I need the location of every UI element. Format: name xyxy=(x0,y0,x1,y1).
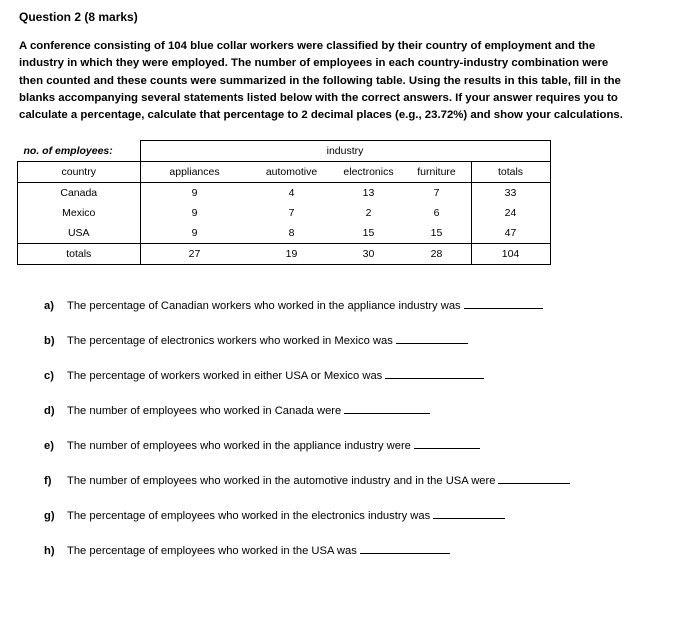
question-item xyxy=(44,333,468,347)
intro-line: A conference consisting of 104 blue collar workers were classified by their country of employment and the xyxy=(19,40,596,52)
intro-line: then counted and these counts were summarized in the following table. Using the results in this table, fill in the xyxy=(19,74,621,87)
table-cell: 2 xyxy=(365,207,372,219)
table-cell: 7 xyxy=(288,207,295,219)
question-item xyxy=(44,543,450,557)
intro-line: industry in which they were employed. The number of employees in each country-industry combination were xyxy=(19,57,609,70)
table-cell: 6 xyxy=(433,207,440,219)
table-cell: 27 xyxy=(140,244,249,265)
table-cell: 8 xyxy=(288,227,295,239)
table-totals-row xyxy=(18,244,551,265)
table-cell: 15 xyxy=(362,227,375,239)
table-cell: 7 xyxy=(433,187,440,199)
table-row xyxy=(18,183,551,204)
answer-blank[interactable] xyxy=(464,298,543,309)
question-label: b) xyxy=(44,335,55,347)
table-cell: 9 xyxy=(191,207,198,219)
table-cell: 4 xyxy=(288,187,295,199)
question-text: The percentage of employees who worked in the electronics industry was xyxy=(67,510,431,522)
question-text: The percentage of employees who worked in the USA was xyxy=(67,545,357,557)
table-cell: 30 xyxy=(335,244,403,265)
table-row xyxy=(18,203,551,223)
column-header-electronics: electronics xyxy=(335,162,403,183)
table-cell: 47 xyxy=(471,223,550,244)
row-label: totals xyxy=(18,244,141,265)
table-cell: 15 xyxy=(430,227,443,239)
column-header-automotive: automotive xyxy=(249,162,335,183)
question-text: The percentage of workers worked in either USA or Mexico was xyxy=(67,370,383,382)
table-cell: 24 xyxy=(471,203,550,223)
question-label: c) xyxy=(44,370,54,382)
question-label: e) xyxy=(44,440,54,452)
intro-line: blanks accompanying several statements listed below with the correct answers. If your answer requires you to xyxy=(19,91,618,104)
employee-table xyxy=(17,140,551,265)
table-caption: no. of employees: xyxy=(23,144,113,157)
answer-blank[interactable] xyxy=(344,403,430,414)
question-label: h) xyxy=(44,545,55,557)
answer-blank[interactable] xyxy=(396,333,468,344)
table-cell: 33 xyxy=(471,183,550,204)
column-header-appliances: appliances xyxy=(140,162,249,183)
answer-blank[interactable] xyxy=(385,368,484,379)
table-cell: 104 xyxy=(471,244,550,265)
column-header-country: country xyxy=(18,162,141,183)
question-text: The percentage of electronics workers who worked in Mexico was xyxy=(67,335,393,347)
table-cell: 28 xyxy=(403,244,472,265)
table-cell: 9 xyxy=(191,187,198,199)
row-label: Canada xyxy=(18,183,141,204)
question-item xyxy=(44,368,484,382)
question-heading: Question 2 (8 marks) xyxy=(19,10,138,24)
question-label: a) xyxy=(44,300,54,312)
question-text: The number of employees who worked in the appliance industry were xyxy=(67,440,411,452)
answer-blank[interactable] xyxy=(414,438,480,449)
question-label: d) xyxy=(44,405,55,417)
table-cell: 9 xyxy=(191,227,198,239)
answer-blank[interactable] xyxy=(433,508,505,519)
question-text: The percentage of Canadian workers who worked in the appliance industry was xyxy=(67,300,461,312)
column-header-furniture: furniture xyxy=(403,162,472,183)
question-item xyxy=(44,508,505,522)
question-item xyxy=(44,403,430,417)
table-header-row xyxy=(18,162,551,183)
question-text: The number of employees who worked in the automotive industry and in the USA were xyxy=(67,475,496,487)
answer-blank[interactable] xyxy=(360,543,450,554)
answer-blank[interactable] xyxy=(498,473,570,484)
table-caption-row xyxy=(18,141,551,162)
question-text: The number of employees who worked in Canada were xyxy=(67,405,342,417)
table-row xyxy=(18,223,551,244)
question-label: g) xyxy=(44,510,55,522)
row-label: Mexico xyxy=(18,203,141,223)
question-item xyxy=(44,438,480,452)
question-label: f) xyxy=(44,475,52,487)
column-header-totals: totals xyxy=(471,162,550,183)
table-cell: 19 xyxy=(249,244,335,265)
industry-group-header: industry xyxy=(140,141,550,162)
question-item xyxy=(44,298,543,312)
intro-paragraph xyxy=(19,38,659,124)
row-label: USA xyxy=(18,223,141,244)
table-cell: 13 xyxy=(362,187,375,199)
intro-line: calculate a percentage, calculate that percentage to 2 decimal places (e.g., 23.72%) and show your calculations. xyxy=(19,109,623,122)
question-item xyxy=(44,473,570,487)
